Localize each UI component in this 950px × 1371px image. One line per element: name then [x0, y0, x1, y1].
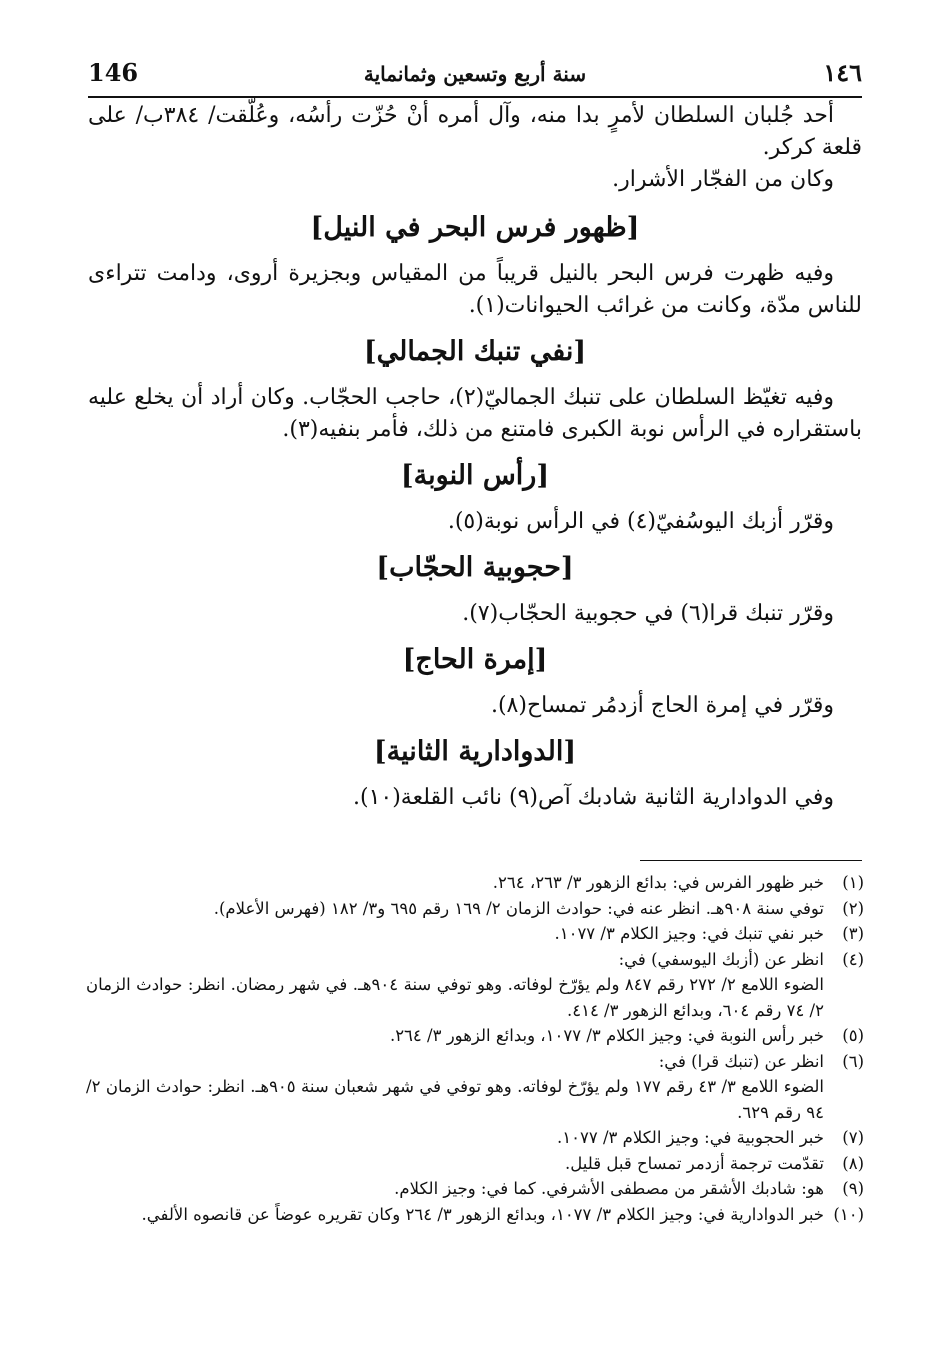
section-paragraph: وفي الدوادارية الثانية شادبك آص(٩) نائب القلعة(١٠). [353, 785, 834, 810]
footnote [86, 921, 864, 947]
main-text [88, 100, 862, 814]
section-paragraph: وفيه تغيّظ السلطان على تنبك الجماليّ(٢)، حاجب الحجّاب. وكان أراد أن يخلع عليه باستقراره في الرأس نوبة الكبرى فامتنع من ذلك، فأمر بنفيه(٣). [88, 385, 862, 442]
footnote-text: انظر عن (أزبك اليوسفي) في: [618, 949, 824, 969]
intro-paragraph-2: وكان من الفجّار الأشرار. [612, 167, 834, 192]
footnote-text: توفي سنة ٩٠٨هـ. انظر عنه في: حوادث الزمان ٢/ ١٦٩ رقم ٦٩٥ و٣/ ١٨٢ (فهرس الأعلام). [213, 898, 824, 918]
footnote-text: تقدّمت ترجمة أزدمر تمساح قبل قليل. [565, 1153, 824, 1173]
footnote-continuation: الضوء اللامع ٢/ ٢٧٢ رقم ٨٤٧ ولم يؤرّخ لوفاته. وهو توفي سنة ٩٠٤هـ. في شهر رمضان. انظر: حوادث الزمان ٢/ ٧٤ رقم ٦٠٤، وبدائع الزهور ٣/ ٤١٤. [86, 975, 824, 1020]
footnote-number: (٢) [842, 898, 864, 918]
running-title: سنة أربع وتسعين وثمانماية [363, 62, 587, 86]
footnote-number: (١٠) [833, 1204, 864, 1224]
footnote [86, 1176, 864, 1202]
footnote-number: (٦) [842, 1051, 864, 1071]
section-heading: [إمرة الحاج] [402, 644, 548, 675]
footnote [86, 1125, 864, 1151]
section-paragraph: وقرّر تنبك قرا(٦) في حجوبية الحجّاب(٧). [462, 601, 834, 626]
section-heading: [ظهور فرس البحر في النيل] [310, 212, 640, 243]
footnote-number: (٧) [842, 1128, 864, 1147]
footnote [86, 1151, 864, 1177]
footnote [86, 1023, 864, 1049]
footnote-number: (٩) [842, 1179, 864, 1198]
footnote-text: خبر رأس النوبة في: وجيز الكلام ٣/ ١٠٧٧، وبدائع الزهور ٣/ ٢٦٤. [389, 1026, 824, 1045]
footnote-number: (٥) [842, 1026, 864, 1045]
footnotes [86, 870, 864, 1227]
footnote-text: هو: شادبك الأشقر من مصطفى الأشرفي. كما في: وجيز الكلام. [394, 1179, 824, 1198]
footnote-continuation: الضوء اللامع ٣/ ٤٣ رقم ١٧٧ ولم يؤرّخ لوفاته. وهو توفي في شهر شعبان سنة ٩٠٥هـ. انظر: حوادث الزمان ٢/ ٩٤ رقم ٦٢٩. [86, 1077, 824, 1122]
section-heading: [الدوادارية الثانية] [373, 736, 577, 767]
footnote-number: (٨) [842, 1153, 864, 1173]
page-header [88, 58, 862, 94]
section-heading: [حجوبية الحجّاب] [376, 552, 574, 583]
footnote-text: خبر نفي تنبك في: وجيز الكلام ٣/ ١٠٧٧. [554, 924, 824, 943]
footnote-text: خبر الدوادارية في: وجيز الكلام ٣/ ١٠٧٧، وبدائع الزهور ٣/ ٢٦٤ وكان تقريره عوضاً عن قانصوه الألفي. [141, 1204, 824, 1224]
footnote [86, 870, 864, 896]
section-paragraph: وقرّر في إمرة الحاج أزدمُر تمساح(٨). [490, 693, 834, 718]
page-number-arabic: ١٤٦ [823, 58, 862, 87]
page-number-latin: 146 [88, 58, 139, 87]
footnote-text: خبر الحجوبية في: وجيز الكلام ٣/ ١٠٧٧. [557, 1128, 824, 1147]
section-paragraph: وقرّر أزبك اليوسُفيّ(٤) في الرأس نوبة(٥). [447, 509, 834, 534]
footnote-number: (٣) [842, 924, 864, 943]
footnote [86, 896, 864, 922]
footnote [86, 1202, 864, 1228]
footnote-separator [640, 860, 862, 861]
section-heading: [رأس النوبة] [400, 460, 550, 491]
intro-paragraph: أحد جُلبان السلطان لأمرٍ بدا منه، وآل أمره أنْ حُزّت رأسُه، وعُلّقت/ ٣٨٤ب/ على قلعة كركر. [88, 103, 862, 160]
footnote-number: (١) [842, 873, 864, 892]
section-paragraph: وفيه ظهرت فرس البحر بالنيل قريباً من المقياس وبجزيرة أروى، ودامت تتراءى للناس مدّة، وكانت من غرائب الحيوانات(١). [88, 261, 862, 318]
header-rule [88, 96, 862, 98]
section-heading: [نفي تنبك الجمالي] [363, 336, 587, 367]
footnote-number: (٤) [842, 949, 864, 969]
footnote-text: انظر عن (تنبك قرا) في: [658, 1051, 824, 1071]
footnote-text: خبر ظهور الفرس في: بدائع الزهور ٣/ ٢٦٣، ٢٦٤. [492, 873, 824, 892]
footnote [86, 947, 864, 973]
footnote [86, 1049, 864, 1075]
